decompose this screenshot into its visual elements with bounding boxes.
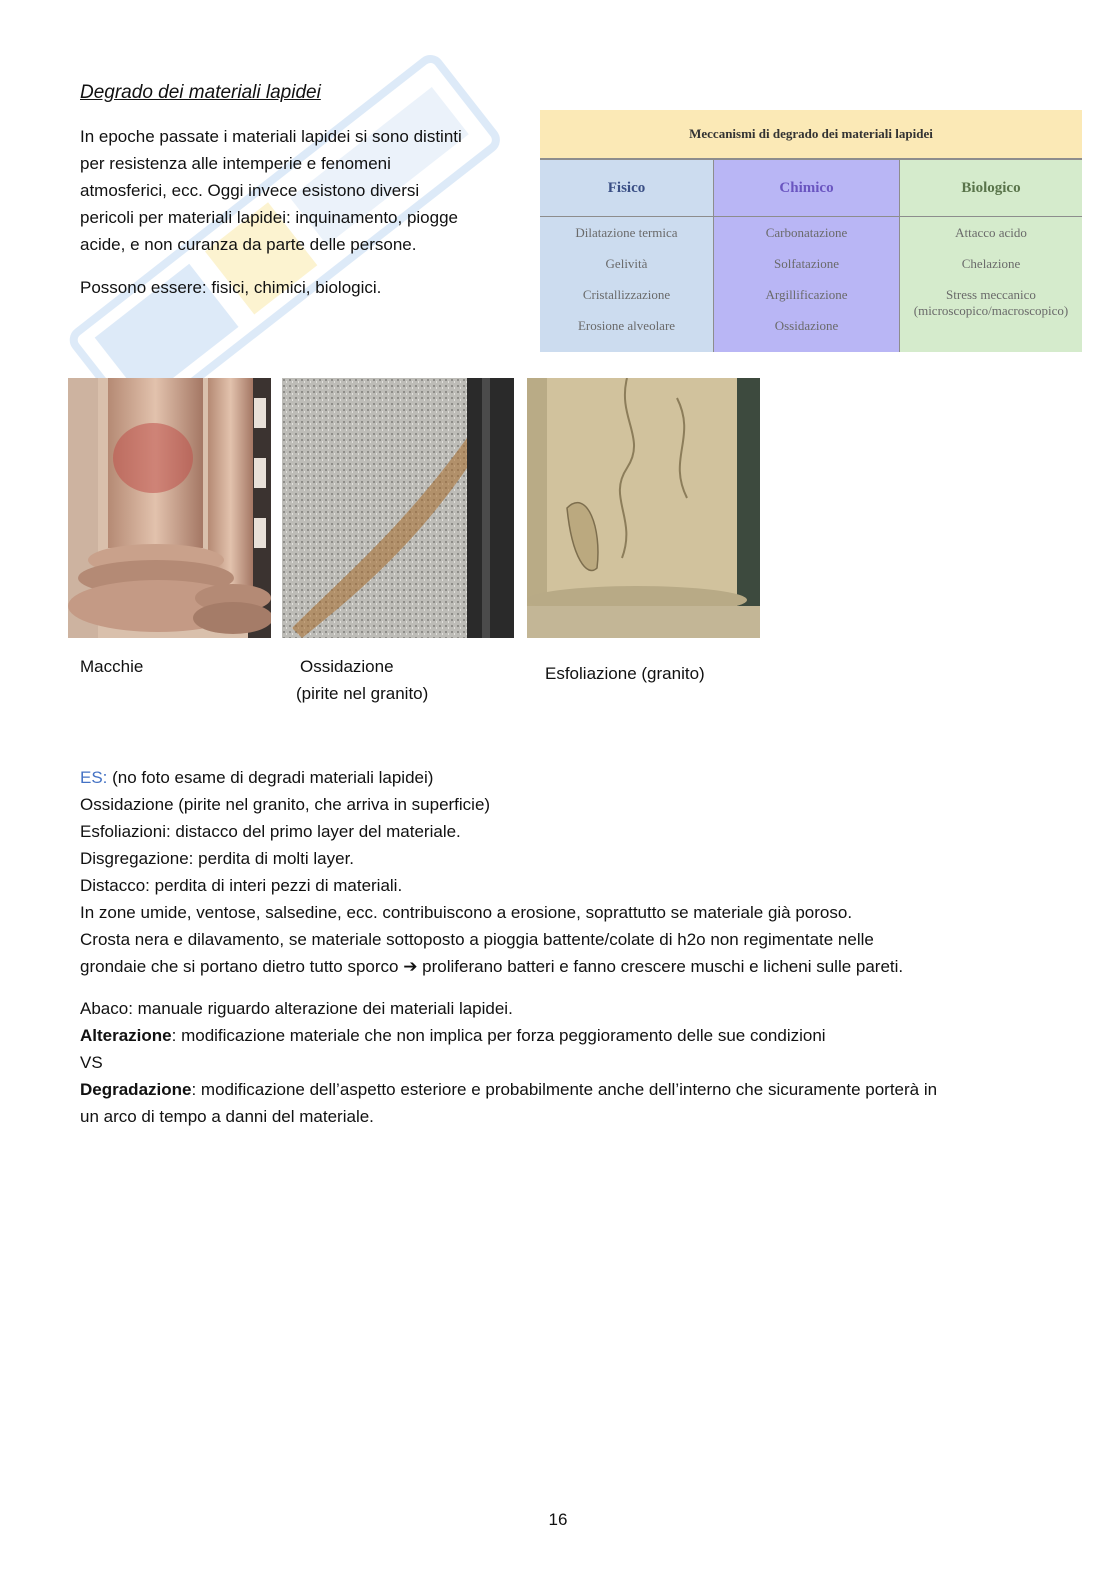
table-cell-line: (microscopico/macroscopico) [913, 303, 1069, 318]
arrow-icon: ➔ [403, 957, 418, 976]
table-cell: Gelività [605, 256, 648, 271]
table-cell: Argillificazione [765, 287, 848, 302]
alterazione-line [80, 1022, 1050, 1049]
note-line: Ossidazione (pirite nel granito, che arriva in superficie) [80, 795, 491, 814]
column-header: Chimico [714, 160, 899, 217]
caption-ossidazione: Ossidazione [300, 657, 394, 676]
caption-esfoliazione: Esfoliazione (granito) [545, 664, 705, 683]
photo-ossidazione [282, 378, 514, 638]
degradation-mechanisms-table [540, 110, 1082, 350]
table-cell: Dilatazione termica [575, 225, 678, 240]
intro-line: pericoli per materiali lapidei: inquinamento, piogge [80, 208, 459, 227]
caption-ossidazione-sub: (pirite nel granito) [296, 684, 429, 703]
abaco-block [80, 995, 1050, 1130]
es-text: (no foto esame di degradi materiali lapidei) [107, 768, 434, 787]
vs-line: VS [80, 1053, 103, 1072]
degradazione-term: Degradazione [80, 1080, 192, 1099]
alterazione-term: Alterazione [80, 1026, 172, 1045]
note-line: In zone umide, ventose, salsedine, ecc. contribuiscono a erosione, soprattutto se materiale già poroso. [80, 903, 853, 922]
intro-paragraph [80, 123, 520, 258]
table-title: Meccanismi di degrado dei materiali lapidei [540, 110, 1082, 158]
column-biologico [900, 158, 1082, 352]
degradazione-definition: : modificazione dell’aspetto esteriore e probabilmente anche dell’interno che sicuramente porterà in [191, 1080, 938, 1099]
page-number: 16 [548, 1510, 568, 1529]
note-line: Distacco: perdita di interi pezzi di materiali. [80, 876, 403, 895]
intro-line: per resistenza alle intemperie e fenomeni [80, 154, 391, 173]
note-text: proliferano batteri e fanno crescere muschi e licheni sulle pareti. [417, 957, 904, 976]
alterazione-definition: : modificazione materiale che non implica per forza peggioramento delle sue condizioni [171, 1026, 826, 1045]
column-fisico [540, 158, 714, 352]
note-line-last [80, 953, 1050, 980]
es-line [80, 764, 1050, 791]
note-text: grondaie che si portano dietro tutto sporco [80, 957, 404, 976]
table-cell: Erosione alveolare [577, 318, 676, 333]
table-cell: Cristallizzazione [582, 287, 671, 302]
intro-line: In epoche passate i materiali lapidei si sono distinti [80, 127, 462, 146]
section-heading: Degrado dei materiali lapidei [80, 82, 321, 103]
table-cell: Solfatazione [774, 256, 839, 271]
caption-macchie: Macchie [80, 657, 144, 676]
column-header: Fisico [540, 160, 713, 217]
table-cell: Attacco acido [955, 225, 1027, 240]
table-cell: Ossidazione [774, 318, 839, 333]
photo-macchie [68, 378, 271, 638]
intro-line: acide, e non curanza da parte delle persone. [80, 235, 417, 254]
note-line: Crosta nera e dilavamento, se materiale sottoposto a pioggia battente/colate di h2o non regimentate nelle [80, 930, 874, 949]
column-header: Biologico [900, 160, 1082, 217]
note-line: Esfoliazioni: distacco del primo layer del materiale. [80, 822, 461, 841]
types-sentence: Possono essere: fisici, chimici, biologici. [80, 278, 382, 297]
abaco-line: Abaco: manuale riguardo alterazione dei materiali lapidei. [80, 999, 513, 1018]
photo-esfoliazione [527, 378, 760, 638]
table-cell-line: Stress meccanico [946, 287, 1036, 302]
table-cell [900, 279, 1082, 341]
table-cell: Chelazione [961, 256, 1021, 271]
degradazione-line [80, 1076, 1050, 1103]
notes-block [80, 764, 1050, 980]
degradazione-line-2: un arco di tempo a danni del materiale. [80, 1107, 374, 1126]
table-cell: Carbonatazione [765, 225, 848, 240]
intro-line: atmosferici, ecc. Oggi invece esistono diversi [80, 181, 420, 200]
column-chimico [714, 158, 900, 352]
es-label: ES: [80, 768, 108, 787]
note-line: Disgregazione: perdita di molti layer. [80, 849, 355, 868]
